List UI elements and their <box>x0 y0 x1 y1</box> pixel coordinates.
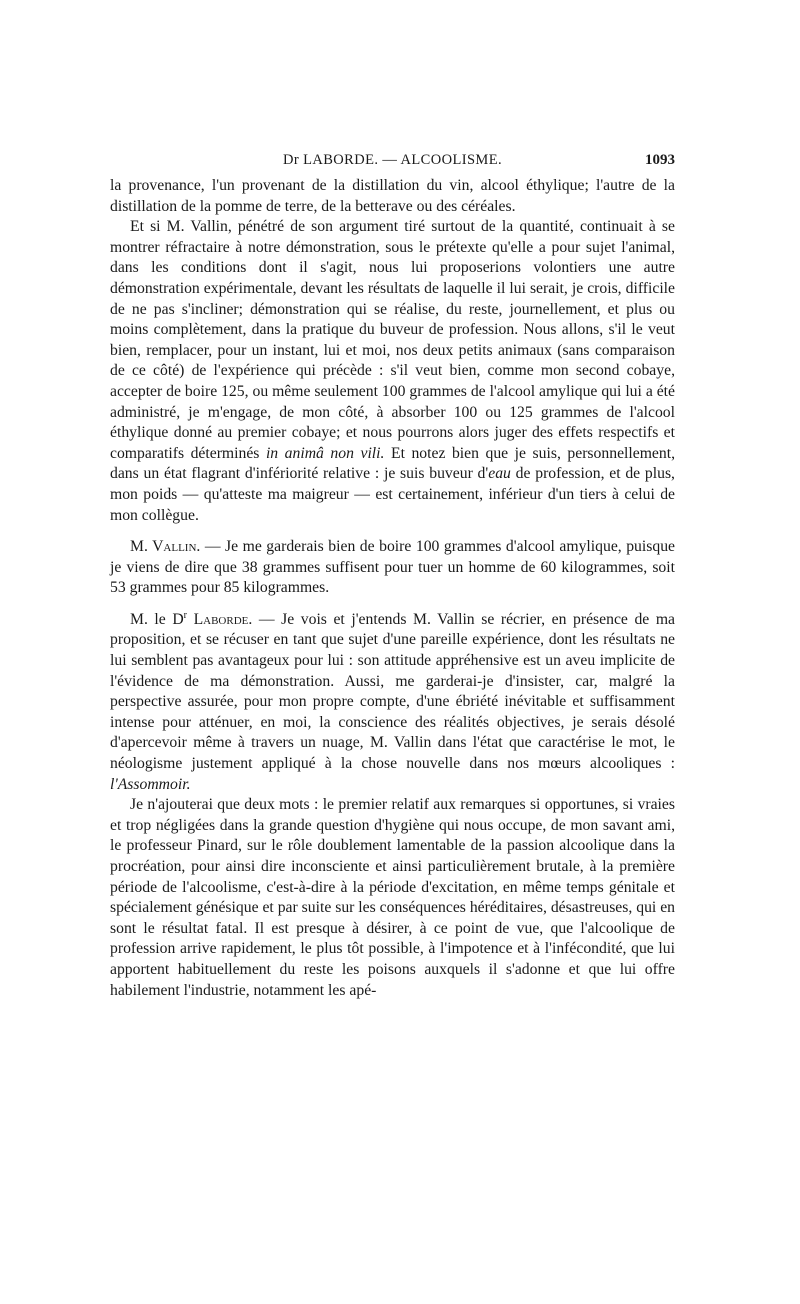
italic-word: eau <box>488 465 511 483</box>
document-page <box>110 148 675 1001</box>
paragraph-continuation: la provenance, l'un provenant de la distillation du vin, alcool éthylique; l'autre de la distillation de la pomme de terre, de la betterave ou des céréales. <box>110 177 675 215</box>
paragraph-pinard: Je n'ajouterai que deux mots : le premier relatif aux remarques si opportunes, si vraies et trop négligées dans la grande question d'hygiène qui nous occupe, de mon savant ami, le professeur Pinard, sur le rôle doublement lamentable de la passion alcoolique dans la procréation, pour ainsi dire inconsciente et ainsi particulièrement brutale, à la première période de l'alcoolisme, c'est-à-dire à la période d'excitation, en même temps génitale et spécialement génésique et par suite sur les conséquences héréditaires, désastreuses, qui en sont le résultat fatal. Il est presque à désirer, à ce point de vue, que l'alcoolique de profession arrive rapidement, le plus tôt possible, à l'impotence et à l'infécondité, que lui apportent habituellement du reste les poisons auxquels il s'adonne et que lui offre habilement l'industrie, notamment les apé- <box>110 796 675 999</box>
speech-vallin <box>110 537 675 599</box>
latin-phrase: in animâ non vili. <box>265 444 385 462</box>
speech-laborde <box>110 610 675 795</box>
speaker-prefix: M. le D <box>130 610 184 628</box>
book-title: l'Assommoir. <box>110 775 191 793</box>
paragraph-text: Et notez bien que je suis, personnellement, dans un état flagrant d'infériorité relative : je suis buveur d' <box>110 444 675 483</box>
speech-text: — Je vois et j'entends M. Vallin se récrier, en présence de ma proposition, et se récuser en tant que sujet d'une pareille expérience, dont les résultats ne lui semblent pas avantageux pour lui : son attitude appréhensive est un aveu implicite de l'évidence de ma démonstration. Aussi, me garderai-je d'insister, car, malgré la perspective assurée, pour mon propre compte, d'une ébriété inévitable et suffisamment intense pour atténuer, en moi, la conscience des réalités objectives, je serais désolé d'apercevoir même à travers un nuage, M. Vallin dans l'état que caractérise le mot, le néologisme justement appliqué à la chose nouvelle dans nos mœurs alcooliques : <box>110 610 675 773</box>
paragraph-text: Et si M. Vallin, pénétré de son argument tiré surtout de la quantité, continuait à se montrer réfractaire à notre démonstration, sous le prétexte qu'elle a pour sujet l'animal, dans les conditions dont il s'agit, nous lui proposerions volontiers une autre démonstration expérimentale, devant les résultats de laquelle il lui serait, je crois, difficile de ne pas s'incliner; démonstration qui se réalise, du reste, journellement, et plus ou moins complètement, dans la pratique du buveur de profession. Nous allons, s'il le veut bien, remplacer, pour un instant, lui et moi, nos deux petits animaux (sans comparaison de ce côté) de l'expérience qui précède : s'il veut bien, comme mon second cobaye, accepter de boire 125, ou même seulement 100 grammes de l'alcool amylique qui lui a été administré, je m'engage, de mon côté, à absorber 100 ou 125 grammes de l'alcool éthylique donné au premier cobaye; et nous pourrons alors juger des effets respectifs et comparatifs déterminés <box>110 218 675 462</box>
speaker-name: Laborde. <box>187 610 253 628</box>
page-number: 1093 <box>645 152 675 168</box>
running-head: Dr LABORDE. — ALCOOLISME. <box>282 152 503 168</box>
speaker-name: M. Vallin. <box>130 538 201 556</box>
speech-text: — Je me garderais bien de boire 100 grammes d'alcool amylique, puisque je viens de dire que 38 grammes suffisent pour tuer un homme de 60 kilogrammes, soit 53 grammes pour 85 kilogrammes. <box>110 538 676 597</box>
page-header <box>110 148 675 172</box>
paragraph-vallin-argument <box>110 217 675 526</box>
speaker-title-superscript: r <box>183 609 187 621</box>
paragraph-text: de profession, et de plus, mon poids — qu'atteste ma maigreur — est certainement, inférieur d'un tiers à celui de mon collègue. <box>110 465 675 524</box>
